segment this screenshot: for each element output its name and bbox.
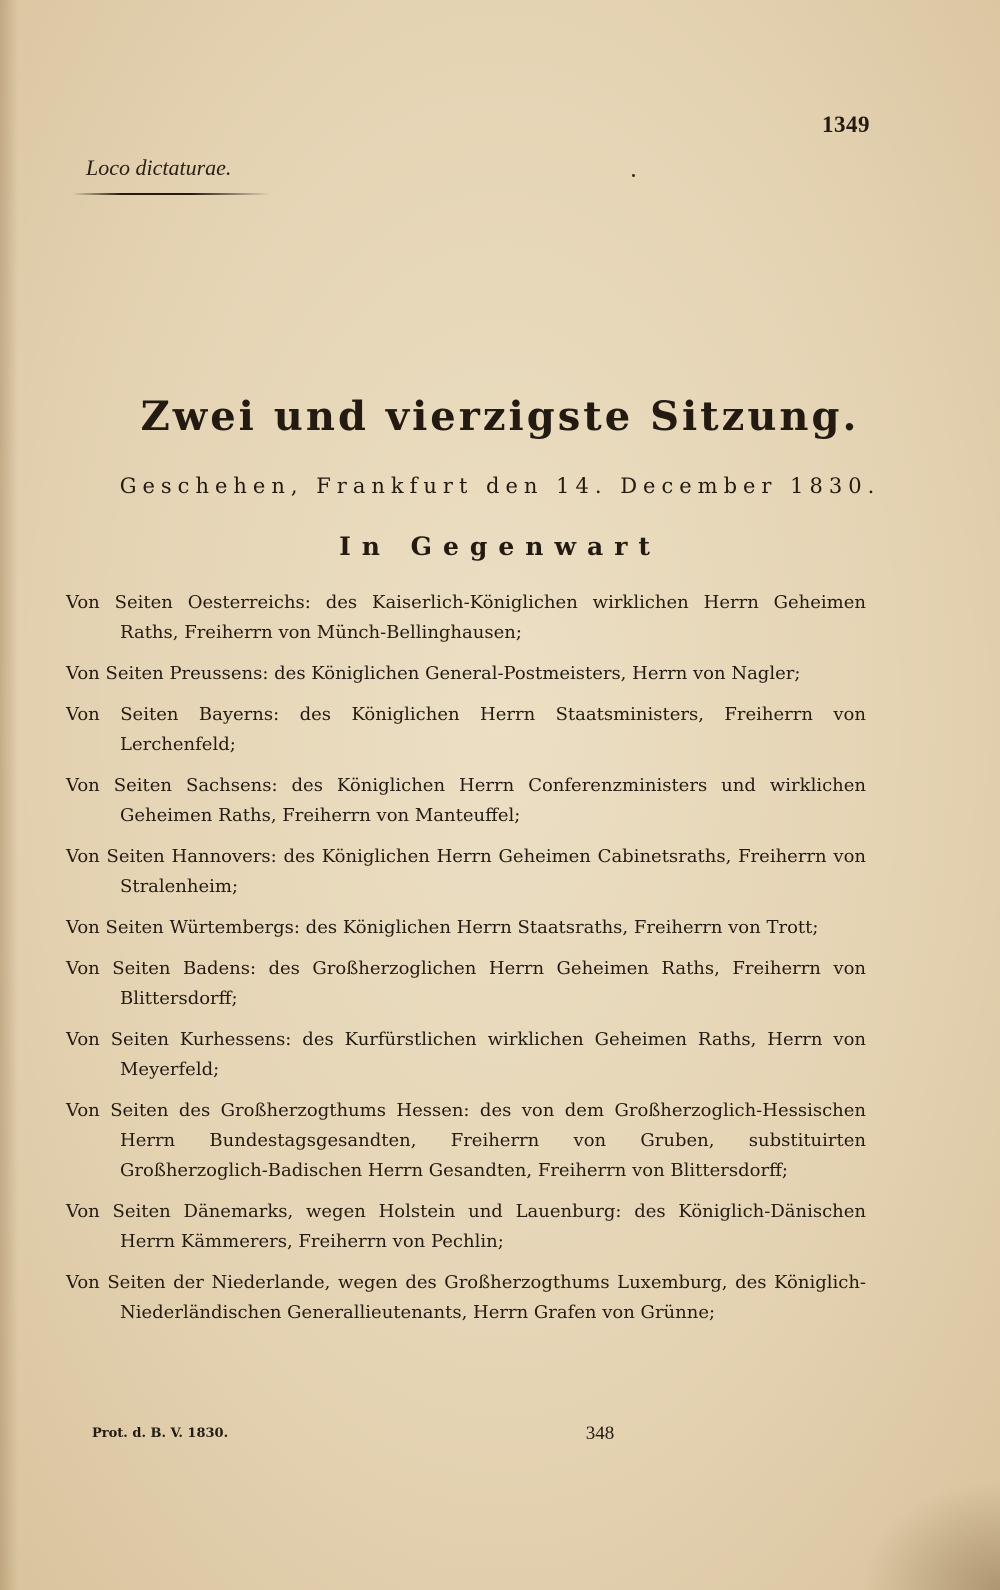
attendee-entry-electoral-hesse: Von Seiten Kurhessens: des Kurfürstlichen wirklichen Geheimen Raths, Herrn von Meyerfeld; [66, 1029, 866, 1080]
attendee-entry-grand-duchy-hesse: Von Seiten des Großherzogthums Hessen: des von dem Großherzoglich-Hessischen Herrn Bundestagsgesandten, Freiherrn von Gruben, substituirten Großherzoglich-Badischen Herrn Gesandten, Freiherrn von Blittersdorff; [66, 1100, 866, 1181]
attendee-entry-baden: Von Seiten Badens: des Großherzoglichen Herrn Geheimen Raths, Freiherrn von Blittersdorff; [66, 958, 866, 1009]
caption-underline [72, 193, 270, 195]
attendee-entry-saxony: Von Seiten Sachsens: des Königlichen Herrn Conferenzministers und wirklichen Geheimen Raths, Freiherrn von Manteuffel; [66, 775, 866, 826]
ink-speck [632, 174, 635, 177]
attendee-entry-wuerttemberg: Von Seiten Würtembergs: des Königlichen Herrn Staatsraths, Freiherrn von Trott; [66, 917, 819, 938]
corner-stain [860, 1480, 1000, 1590]
attendee-entry-bavaria: Von Seiten Bayerns: des Königlichen Herrn Staatsministers, Freiherrn von Lerchenfeld; [66, 704, 866, 755]
session-title: Zwei und vierzigste Sitzung. [140, 393, 860, 440]
footer-signature-number: 348 [585, 1423, 615, 1444]
footer-protocol-reference: Prot. d. B. V. 1830. [92, 1426, 229, 1441]
page-edge-shadow [0, 0, 18, 1590]
attendee-entry-denmark: Von Seiten Dänemarks, wegen Holstein und Lauenburg: des Königlich-Dänischen Herrn Kämmerers, Freiherrn von Pechlin; [66, 1201, 866, 1252]
page-number: 1349 [822, 112, 870, 137]
presence-heading: In Gegenwart [339, 532, 661, 561]
attendee-entry-austria: Von Seiten Oesterreichs: des Kaiserlich-Königlichen wirklichen Herrn Geheimen Raths, Freiherrn von Münch-Bellinghausen; [66, 592, 866, 643]
caption-loco-dictaturae: Loco dictaturae. [86, 155, 232, 180]
attendee-entry-netherlands: Von Seiten der Niederlande, wegen des Großherzogthums Luxemburg, des Königlich-Niederländischen Generallieutenants, Herrn Grafen von Grünne; [66, 1272, 866, 1323]
attendee-list [66, 588, 866, 1339]
attendee-entry-prussia: Von Seiten Preussens: des Königlichen General-Postmeisters, Herrn von Nagler; [66, 663, 801, 684]
attendee-entry-hanover: Von Seiten Hannovers: des Königlichen Herrn Geheimen Cabinetsraths, Freiherrn von Stralenheim; [66, 846, 866, 897]
session-date-line: Geschehen, Frankfurt den 14. December 1830. [119, 474, 881, 498]
